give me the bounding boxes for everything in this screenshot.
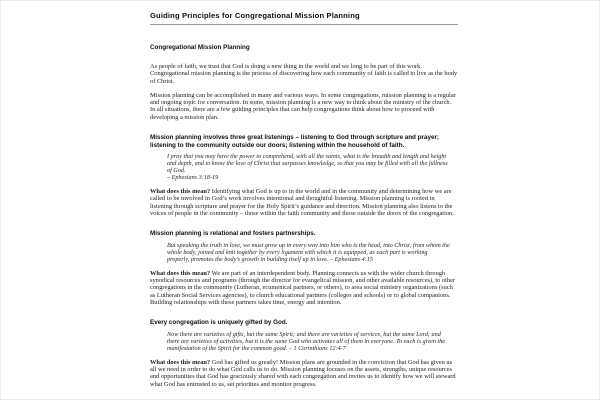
qa-text: God has gifted us greatly! Mission plans are grounded in the conviction that God has given us all we need in order to do what God calls us to do. Mission planning focuses on the assets, strengths, unique resources and opportunities that God has graciously shared with each congregation and invites us to identify how we will steward what God has entrusted to us, set priorities and monitor progress. xyxy=(150,358,456,388)
explanation-paragraph xyxy=(150,270,458,306)
document-body xyxy=(150,44,458,388)
scripture-quote: I pray that you may have the power to comprehend, with all the saints, what is the breadth and length and height and depth, and to know the love of Christ that surpasses knowledge, so that you may be filled with all the fullness of God. xyxy=(167,153,448,175)
section-heading: Congregational Mission Planning xyxy=(150,44,250,51)
principle-section-gifts xyxy=(150,319,458,388)
scripture-citation: – Ephesians 3:18-19 xyxy=(167,174,219,182)
page-title: Guiding Principles for Congregational Mission Planning xyxy=(150,11,360,20)
scripture-quote-block xyxy=(167,242,450,263)
qa-label: What does this mean? xyxy=(150,188,211,196)
document-content xyxy=(150,11,458,388)
explanation-paragraph xyxy=(150,188,458,217)
principle-heading: Every congregation is uniquely gifted by God. xyxy=(150,319,288,327)
scripture-quote: But speaking the truth in love, we must grow up in every way into him who is the head, into Christ, from whom the whole body, joined and knit together by every ligament with which it is equipped, as each part is working properly, promotes the body’s growth in building itself up in love. xyxy=(167,241,450,263)
explanation-paragraph xyxy=(150,359,458,388)
intro-paragraph-1: As people of faith, we trust that God is doing a new thing in the world and we long to be part of this work. Congregational mission planning is the process of discovering how each community of faith is called to live as the body of Christ. xyxy=(150,63,458,85)
qa-label: What does this mean? xyxy=(150,358,211,366)
document-header xyxy=(150,11,458,25)
principle-heading: Mission planning involves three great listenings – listening to God through scripture and prayer; listening to the community outside our doors; listening within the household of faith. xyxy=(150,134,439,149)
principle-heading: Mission planning is relational and fosters partnerships. xyxy=(150,230,316,238)
scripture-quote-block xyxy=(167,331,450,352)
principle-section-partnerships xyxy=(150,230,458,306)
qa-label: What does this mean? xyxy=(150,269,211,277)
intro-paragraph-2: Mission planning can be accomplished in many and various ways. In some congregations, mission planning is a regular and ongoing topic for conversation. In some, mission planning is a new way to think about the ministry of the church. In all situations, there are a few guiding principles that can help congregations think about how to proceed with developing a mission plan. xyxy=(150,91,456,121)
qa-text: Identifying what God is up to in the world and in the community and determining how we are called to be involved in God’s work involves intentional and thoughtful listening. Mission planning is rooted in listening through scripture and prayer for the Holy Spirit’s guidance and direction. Mission planning also listens to the voices of people in the community – those within the faith community and those outside the doors of the congregation. xyxy=(150,188,454,217)
scripture-quote-block xyxy=(167,153,450,181)
scripture-citation: – Ephesians 4:15 xyxy=(329,255,373,263)
scripture-quote: Now there are varieties of gifts, but the same Spirit; and there are varieties of services, but the same Lord; and there are varieties of activities, but it is the same God who activates all of them in everyone. To each is given the manifestation of the Spirit for the common good. xyxy=(167,330,446,352)
principle-section-listenings xyxy=(150,134,458,217)
title-divider xyxy=(150,24,458,25)
scripture-citation: – 1 Corinthians 12:4-7 xyxy=(288,344,346,352)
qa-text: We are part of an interdependent body. Planning connects us with the wider church through synodical resources and programs (through the director for evangelical mission, and other available resources), to other congregations in the community (Lutheran, ecumenical partners, or others), to area social ministry organizations (such as Lutheran Social Services agencies), to church educational partners (colleges and schools) or to global companions. Building relationships with these partners takes time, energy and intention. xyxy=(150,269,456,306)
